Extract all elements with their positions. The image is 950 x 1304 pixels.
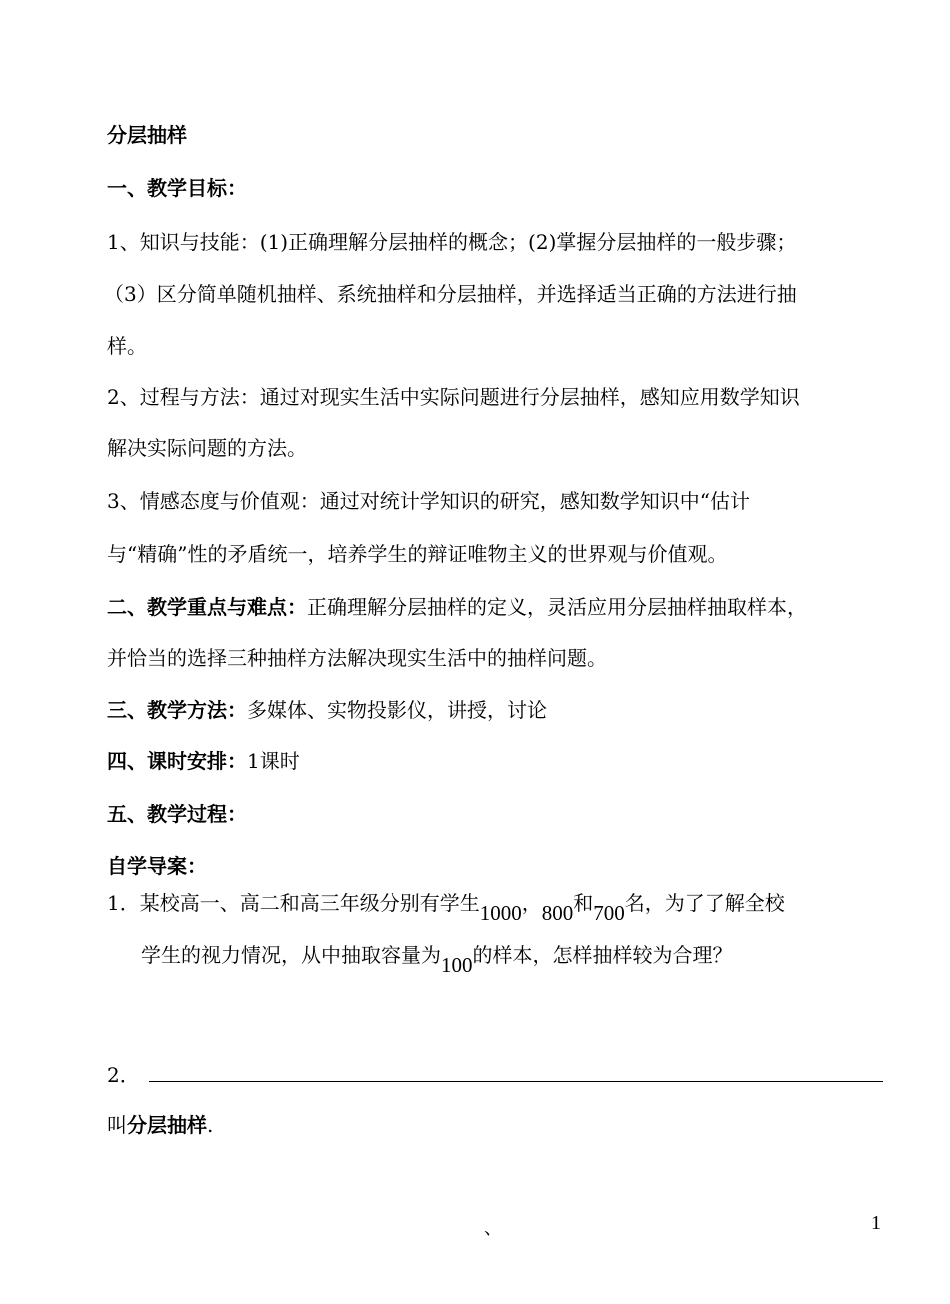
- footer-mark: 、: [484, 1218, 502, 1239]
- doc-title: 分层抽样: [107, 123, 187, 147]
- page-number: 1: [871, 1212, 881, 1234]
- question-2-tail: [107, 1112, 213, 1138]
- q1-and: 和: [573, 891, 594, 915]
- objective-knowledge-line3: 样。: [107, 334, 147, 358]
- question-1-line1: [107, 890, 785, 925]
- section-heading-objectives: 一、教学目标：: [107, 176, 247, 200]
- q1-number-1000: 1000: [479, 901, 522, 925]
- q1-separator: ，: [521, 891, 542, 915]
- schedule-text: 1课时: [247, 749, 300, 773]
- q2-tail-a: 叫: [107, 1113, 127, 1137]
- question-2-label: 2．: [107, 1063, 140, 1087]
- q2-tail-term: 分层抽样: [127, 1113, 207, 1137]
- section-heading-process: 五、教学过程：: [107, 802, 247, 826]
- objective-knowledge-line1: 1、知识与技能：(1)正确理解分层抽样的概念；(2)掌握分层抽样的一般步骤；: [107, 230, 797, 254]
- question-1-line2: [141, 942, 733, 977]
- guide-heading: 自学导案：: [107, 854, 207, 878]
- q1-text-d: 的样本，怎样抽样较为合理？: [472, 943, 733, 967]
- key-points-text2: 并恰当的选择三种抽样方法解决现实生活中的抽样问题。: [107, 646, 607, 670]
- section-schedule: [107, 748, 300, 774]
- question-2-blank-line: [149, 1081, 883, 1082]
- section-key-points: [107, 594, 807, 620]
- methods-text: 多媒体、实物投影仪，讲授，讨论: [247, 698, 547, 722]
- section-heading-schedule: 四、课时安排：: [107, 749, 247, 773]
- objective-knowledge-line2: （3）区分简单随机抽样、系统抽样和分层抽样，并选择适当正确的方法进行抽: [104, 282, 797, 306]
- section-heading-methods: 三、教学方法：: [107, 698, 247, 722]
- objective-process-line1: 2、过程与方法：通过对现实生活中实际问题进行分层抽样，感知应用数学知识: [107, 385, 800, 409]
- q1-number-700: 700: [593, 901, 625, 925]
- q1-number-100: 100: [441, 953, 473, 977]
- q1-text-a: 1．某校高一、高二和高三年级分别有学生: [107, 891, 480, 915]
- q1-text-b: 名，为了了解全校: [624, 891, 785, 915]
- objective-process-line2: 解决实际问题的方法。: [107, 436, 307, 460]
- q2-tail-period: .: [207, 1113, 214, 1137]
- section-heading-key-points: 二、教学重点与难点：: [107, 595, 307, 619]
- q1-text-c: 学生的视力情况，从中抽取容量为: [141, 943, 441, 967]
- section-methods: [107, 697, 547, 723]
- key-points-text1: 正确理解分层抽样的定义，灵活应用分层抽样抽取样本，: [307, 595, 807, 619]
- objective-emotion-line1: 3、情感态度与价值观：通过对统计学知识的研究，感知数学知识中“估计: [107, 489, 750, 513]
- q1-number-800: 800: [541, 901, 574, 925]
- objective-emotion-line2: 与“精确”性的矛盾统一，培养学生的辩证唯物主义的世界观与价值观。: [107, 542, 728, 566]
